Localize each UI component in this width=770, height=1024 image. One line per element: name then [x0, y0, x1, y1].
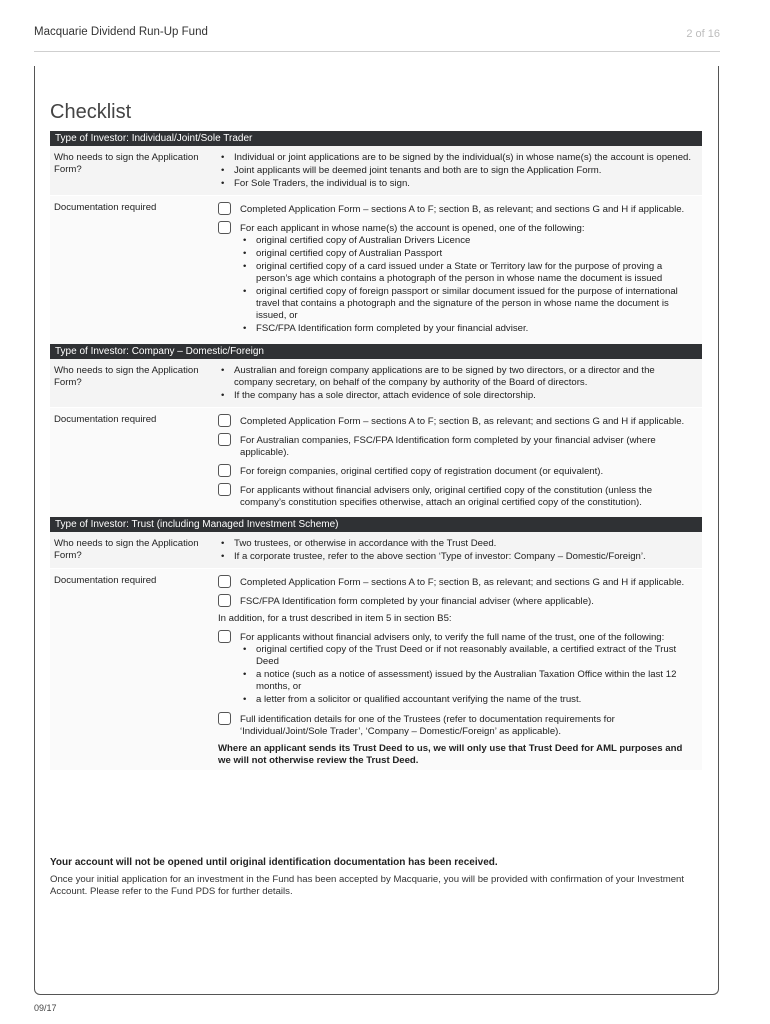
list-item: • For Sole Traders, the individual is to sign. [218, 178, 694, 190]
who-signs-label: Who needs to sign the Application Form? [54, 538, 199, 561]
section-heading-individual: Type of Investor: Individual/Joint/Sole Trader [50, 131, 702, 146]
list-item: • If the company has a sole director, attach evidence of sole directorship. [218, 390, 694, 402]
who-signs-list [218, 152, 694, 190]
section-heading-company: Type of Investor: Company – Domestic/Foreign [50, 344, 702, 359]
checklist-item-text: For applicants without financial advisers only, to verify the full name of the trust, one of the following: [240, 632, 665, 643]
checklist-title: Checklist [50, 101, 132, 124]
documentation-label: Documentation required [54, 575, 157, 586]
who-signs-label: Who needs to sign the Application Form? [54, 152, 199, 175]
sub-list [240, 235, 694, 335]
list-item: • If a corporate trustee, refer to the above section ‘Type of investor: Company – Domestic/Foreign’. [218, 551, 694, 563]
documentation-label: Documentation required [54, 414, 157, 425]
trust-intro-text: In addition, for a trust described in item 5 in section B5: [218, 613, 452, 624]
list-item: • original certified copy of a card issued under a State or Territory law for the purpose of proving a person’s age which contains a photograph of the person in whose name the document is issued [240, 261, 694, 285]
header-divider [34, 51, 720, 52]
list-item: • Individual or joint applications are to be signed by the individual(s) in whose name(s) the account is opened. [218, 152, 694, 164]
section-heading-trust: Type of Investor: Trust (including Managed Investment Scheme) [50, 517, 702, 532]
checkbox[interactable] [218, 712, 231, 725]
checklist-item [218, 575, 694, 589]
trust-deed-note: Where an applicant sends its Trust Deed to us, we will only use that Trust Deed for AML purposes and we will not otherwise review the Trust Deed. [218, 743, 683, 766]
checkbox[interactable] [218, 464, 231, 477]
document-date-code: 09/17 [34, 1003, 57, 1013]
checkbox[interactable] [218, 414, 231, 427]
checklist-item [218, 414, 694, 428]
list-item: • original certified copy of Australian Passport [240, 248, 694, 260]
checklist-item-text: For Australian companies, FSC/FPA Identification form completed by your financial adviser (where applicable). [240, 435, 656, 458]
checklist-item-text: Full identification details for one of the Trustees (refer to documentation requirements for ‘Individual/Joint/Sole Trader’, ‘Company – Domestic/Foreign’ as applicable). [240, 714, 615, 737]
account-opening-notice: Your account will not be opened until original identification documentation has been received. [50, 857, 498, 868]
checkbox[interactable] [218, 202, 231, 215]
checklist-item [218, 202, 694, 216]
checkbox[interactable] [218, 433, 231, 446]
checklist-item-text: For applicants without financial advisers only, original certified copy of the constitution (unless the company’s constitution specifies otherwise, attach an original certified copy of the constitution). [240, 485, 653, 508]
list-item: • a notice (such as a notice of assessment) issued by the Australian Taxation Office within the last 12 months, or [240, 669, 694, 693]
list-item: • original certified copy of foreign passport or similar document issued for the purpose of international travel that contains a photograph and the signature of the person in whose name the document is issued, or [240, 286, 694, 322]
list-item: • Australian and foreign company applications are to be signed by two directors, or a director and the company secretary, on behalf of the company by authority of the Board of directors. [218, 365, 694, 389]
checkbox[interactable] [218, 483, 231, 496]
checkbox[interactable] [218, 594, 231, 607]
checklist-item-text: Completed Application Form – sections A to F; section B, as relevant; and sections G and H if applicable. [240, 416, 685, 427]
who-signs-row [50, 146, 702, 195]
checklist-item-text: FSC/FPA Identification form completed by your financial adviser (where applicable). [240, 596, 594, 607]
checklist-item [218, 712, 694, 738]
list-item: • Two trustees, or otherwise in accordance with the Trust Deed. [218, 538, 694, 550]
who-signs-list [218, 538, 694, 563]
checklist-item [218, 221, 694, 336]
who-signs-row [50, 532, 702, 568]
confirmation-text: Once your initial application for an investment in the Fund has been accepted by Macquarie, you will be provided with confirmation of your Investment Account. Please refer to the Fund PDS for further details. [50, 874, 685, 897]
who-signs-list [218, 365, 694, 402]
checklist-item [218, 464, 694, 478]
who-signs-label: Who needs to sign the Application Form? [54, 365, 199, 388]
checkbox[interactable] [218, 630, 231, 643]
who-signs-row [50, 359, 702, 407]
documentation-row [50, 195, 702, 344]
page-number: 2 of 16 [686, 28, 720, 40]
documentation-row [50, 568, 702, 770]
list-item: • FSC/FPA Identification form completed by your financial adviser. [240, 323, 694, 335]
checklist-item-text: Completed Application Form – sections A to F; section B, as relevant; and sections G and H if applicable. [240, 577, 685, 588]
checkbox[interactable] [218, 575, 231, 588]
list-item: • a letter from a solicitor or qualified accountant verifying the name of the trust. [240, 694, 694, 706]
checkbox[interactable] [218, 221, 231, 234]
checklist-item [218, 630, 694, 707]
checklist-item [218, 483, 694, 509]
checklist-item-text: For each applicant in whose name(s) the account is opened, one of the following: [240, 223, 585, 234]
checklist-table [50, 131, 702, 770]
checklist-item [218, 594, 694, 608]
checklist-item [218, 433, 694, 459]
list-item: • Joint applicants will be deemed joint tenants and both are to sign the Application Form. [218, 165, 694, 177]
documentation-label: Documentation required [54, 202, 157, 213]
checklist-item-text: For foreign companies, original certified copy of registration document (or equivalent). [240, 466, 604, 477]
list-item: • original certified copy of Australian Drivers Licence [240, 235, 694, 247]
documentation-row [50, 407, 702, 517]
document-title: Macquarie Dividend Run-Up Fund [34, 26, 208, 38]
sub-list [240, 644, 694, 706]
checklist-item-text: Completed Application Form – sections A to F; section B, as relevant; and sections G and H if applicable. [240, 204, 685, 215]
list-item: • original certified copy of the Trust Deed or if not reasonably available, a certified extract of the Trust Deed [240, 644, 694, 668]
